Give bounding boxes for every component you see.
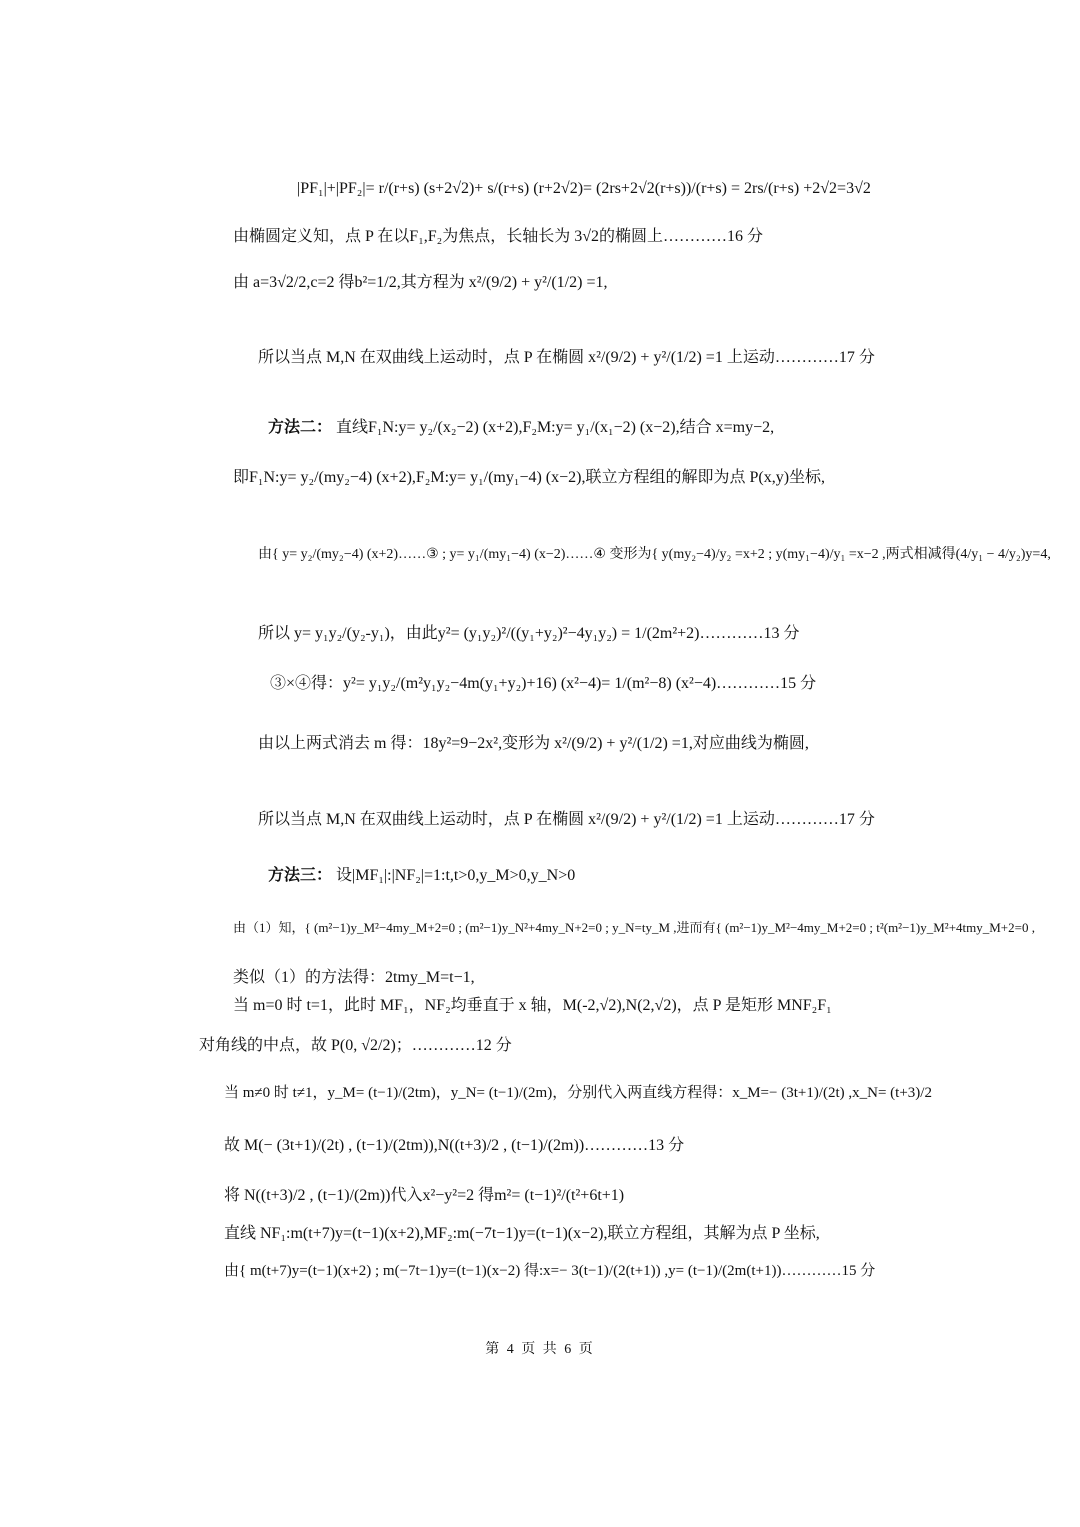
line-points-mn — [224, 1138, 684, 1154]
line-solve-p — [224, 1264, 875, 1279]
page-footer: 第 4 页 共 6 页 — [485, 1342, 595, 1357]
ellipse-definition-text: 由椭圆定义知，点 P 在以F₁,F₂为焦点，长轴长为 3√2的椭圆上…………16 分 — [233, 228, 764, 245]
line-y-expression — [258, 626, 800, 642]
points-mn-text: 故 M(− (3t+1)/(2t) , (t−1)/(2tm)),N((t+3)/2 , (t−1)/(2m))…………13 分 — [224, 1137, 685, 1154]
line-method-two — [268, 420, 774, 436]
eliminate-m-text: 由以上两式消去 m 得：18y²=9−2x²,变形为 x²/(9/2) + y²/(1/2) =1,对应曲线为椭圆, — [258, 735, 809, 752]
line-substitute-n — [224, 1188, 624, 1204]
line-nf-mf-text: 直线 NF₁:m(t+7)y=(t−1)(x+2),MF₂:m(−7t−1)y=(t−1)(x−2),联立方程组，其解为点 P 坐标, — [224, 1225, 820, 1242]
conclusion-2-text: 所以当点 M,N 在双曲线上运动时，点 P 在椭圆 x²/(9/2) + y²/(1/2) =1 上运动…………17 分 — [258, 811, 875, 828]
pf-sum-formula: |PF₁|+|PF₂|= r/(r+s) (s+2√2)+ s/(r+s) (r+2√2)= (2rs+2√2(r+s))/(r+s) = 2rs/(r+s) +2√2=3√2 — [297, 180, 871, 197]
line-system-transform — [258, 548, 1051, 562]
case-m-zero-text: 当 m=0 时 t=1，此时 MF₁，NF₂均垂直于 x 轴，M(-2,√2),N(2,√2)，点 P 是矩形 MNF₂F₁ — [233, 997, 832, 1014]
line-conclusion-1 — [258, 350, 875, 366]
line-case-m-nonzero — [224, 1086, 932, 1101]
line-product-equation — [270, 676, 816, 692]
midpoint-text: 对角线的中点，故 P(0, √2/2)；…………12 分 — [199, 1037, 512, 1054]
line-midpoint — [199, 1038, 512, 1054]
line-line-nf-mf — [224, 1226, 820, 1242]
line-method-three — [268, 868, 575, 884]
system-from-part-one-text: 由（1）知，{ (m²−1)y_M²−4my_M+2=0 ; (m²−1)y_N²+4my_N+2=0 ; y_N=ty_M ,进而有{ (m²−1)y_M²−4my_M+2=0 ; t²(m²−1)y_M²+4tmy_M+2=0 , — [233, 920, 1035, 935]
line-eliminate-m — [258, 736, 809, 752]
line-ellipse-equation — [233, 275, 607, 291]
line-conclusion-2 — [258, 812, 875, 828]
method-three-setup: 设|MF₁|:|NF₂|=1:t,t>0,y_M>0,y_N>0 — [336, 867, 576, 884]
method-three-heading: 方法三： — [268, 867, 333, 884]
method-two-heading: 方法二： — [268, 419, 333, 436]
method-two-lines: 直线F₁N:y= y₂/(x₂−2) (x+2),F₂M:y= y₁/(x₁−2) (x−2),结合 x=my−2, — [336, 419, 775, 436]
line-equations-text: 即F₁N:y= y₂/(my₂−4) (x+2),F₂M:y= y₁/(my₁−4) (x−2),联立方程组的解即为点 P(x,y)坐标, — [233, 469, 826, 486]
case-m-nonzero-text: 当 m≠0 时 t≠1，y_M= (t−1)/(2tm)，y_N= (t−1)/(2m)，分别代入两直线方程得：x_M=− (3t+1)/(2t) ,x_N= (t+3)/2 — [224, 1085, 932, 1101]
line-line-equations — [233, 470, 825, 486]
substitute-n-text: 将 N((t+3)/2 , (t−1)/(2m))代入x²−y²=2 得m²= (t−1)²/(t²+6t+1) — [224, 1187, 625, 1204]
line-similar-method — [233, 970, 475, 986]
y-expression-text: 所以 y= y₁y₂/(y₂-y₁)，由此y²= (y₁y₂)²/((y₁+y₂)²−4y₁y₂) = 1/(2m²+2)…………13 分 — [258, 625, 800, 642]
line-system-from-part-one — [233, 921, 1035, 934]
product-equation-text: ③×④得：y²= y₁y₂/(m²y₁y₂−4m(y₁+y₂)+16) (x²−4)= 1/(m²−8) (x²−4)…………15 分 — [270, 675, 817, 692]
similar-method-text: 类似（1）的方法得：2tmy_M=t−1, — [233, 969, 475, 986]
solve-p-text: 由{ m(t+7)y=(t−1)(x+2) ; m(−7t−1)y=(t−1)(x−2) 得:x=− 3(t−1)/(2(t+1)) ,y= (t−1)/(2m(t+1))…………15 分 — [224, 1263, 876, 1279]
line-ellipse-definition — [233, 229, 763, 245]
line-case-m-zero — [233, 998, 832, 1014]
conclusion-1-text: 所以当点 M,N 在双曲线上运动时，点 P 在椭圆 x²/(9/2) + y²/(1/2) =1 上运动…………17 分 — [258, 349, 875, 366]
line-pf-sum — [297, 181, 871, 197]
ellipse-equation-text: 由 a=3√2/2,c=2 得b²=1/2,其方程为 x²/(9/2) + y²/(1/2) =1, — [233, 274, 608, 291]
system-transform-text: 由{ y= y₂/(my₂−4) (x+2)……③ ; y= y₁/(my₁−4) (x−2)……④ 变形为{ y(my₂−4)/y₂ =x+2 ; y(my₁−4)/y₁ =x−2 ,两式相减得(4/y₁ − 4/y₂)y=4, — [258, 547, 1051, 562]
